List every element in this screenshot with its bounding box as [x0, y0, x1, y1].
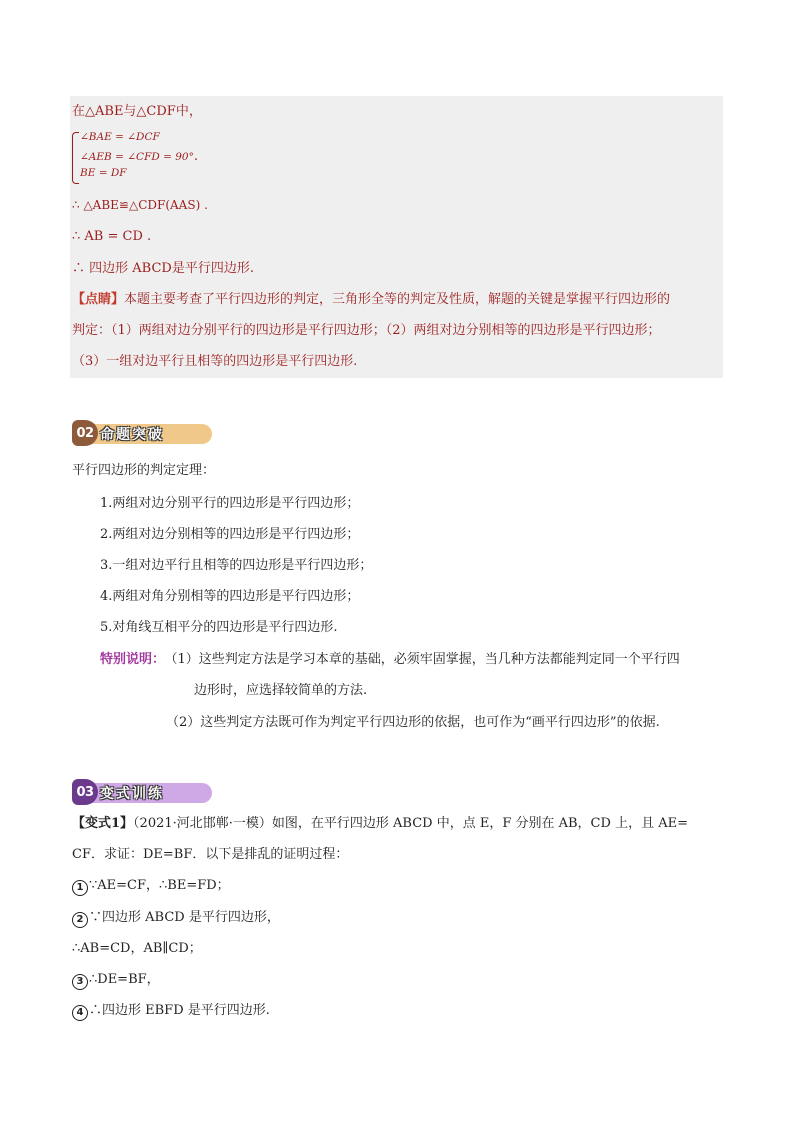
- exercise-line-2: CF．求证：DE=BF．以下是排乱的证明过程：: [72, 847, 349, 862]
- solution-line-ab-cd: ∴ AB = CD .: [72, 229, 152, 244]
- proof-step-2: 2 ∵四边形 ABCD 是平行四边形，: [72, 909, 280, 928]
- section-02-band: [90, 424, 212, 444]
- section-02-number: 02: [72, 420, 98, 446]
- system-brace: [72, 132, 79, 184]
- special-note-tag: 特别说明：: [100, 652, 166, 667]
- special-note-line-3: （2）这些判定方法既可作为判定平行四边形的依据，也可作为“画平行四边形”的依据.: [166, 715, 660, 730]
- comment-line-2: 判定：（1）两组对边分别平行的四边形是平行四边形；（2）两组对边分别相等的四边形是平行四边形；: [72, 323, 661, 338]
- section-03-title: 变式训练: [100, 786, 164, 802]
- exercise-line-1: 【变式1】（2021·河北邯郸·一模）如图，在平行四边形 ABCD 中，点 E，F 分别在 AB，CD 上，且 AE=: [72, 816, 688, 831]
- section-03-band: [90, 783, 212, 803]
- system-eq-2: ∠AEB = ∠CFD = 90°.: [80, 149, 198, 164]
- solution-line-congruent: ∴ △ABE≌△CDF(AAS) .: [72, 198, 208, 212]
- theorem-item: 5.对角线互相平分的四边形是平行四边形.: [100, 620, 338, 635]
- system-eq-1: ∠BAE = ∠DCF: [80, 131, 160, 143]
- solution-line-triangles: 在△ABE与△CDF中，: [72, 104, 202, 119]
- proof-step-2b: ∴AB=CD，AB∥CD；: [72, 941, 202, 956]
- section-03-header: [72, 779, 212, 809]
- proof-step-1: 1 ∵AE=CF，∴BE=FD；: [72, 877, 230, 896]
- theorem-item: 2.两组对边分别相等的四边形是平行四边形；: [100, 527, 360, 542]
- section-03-number: 03: [72, 779, 98, 805]
- exercise-tag: 【变式1】: [72, 816, 134, 831]
- step-number-2: 2: [72, 912, 88, 928]
- proof-step-3: 3 ∴DE=BF，: [72, 971, 160, 990]
- theorem-item: 3.一组对边平行且相等的四边形是平行四边形；: [100, 558, 373, 573]
- step-number-1: 1: [72, 880, 88, 896]
- theorem-item: 1.两组对边分别平行的四边形是平行四边形；: [100, 496, 360, 511]
- system-eq-3: BE = DF: [80, 167, 127, 179]
- section-02-header: [72, 420, 212, 450]
- comment-tag: 【点睛】: [72, 292, 125, 307]
- solution-line-parallelogram: ∴ 四边形 ABCD是平行四边形.: [72, 261, 254, 276]
- step-number-3: 3: [72, 974, 88, 990]
- theorem-item: 4.两组对角分别相等的四边形是平行四边形；: [100, 589, 360, 604]
- comment-line-3: （3）一组对边平行且相等的四边形是平行四边形.: [72, 354, 358, 369]
- theorems-intro: 平行四边形的判定定理：: [72, 463, 216, 478]
- comment-line-1: 【点睛】本题主要考查了平行四边形的判定，三角形全等的判定及性质，解题的关键是掌握平行四边形的: [72, 292, 671, 307]
- special-note-line-2: 边形时，应选择较简单的方法.: [194, 683, 368, 698]
- step-number-4: 4: [72, 1005, 88, 1021]
- special-note-line-1: 特别说明： （1）这些判定方法是学习本章的基础，必须牢固掌握，当几种方法都能判定同一个平行四: [100, 652, 680, 667]
- proof-step-4: 4 ∴四边形 EBFD 是平行四边形.: [72, 1002, 270, 1021]
- section-02-title: 命题突破: [100, 427, 164, 443]
